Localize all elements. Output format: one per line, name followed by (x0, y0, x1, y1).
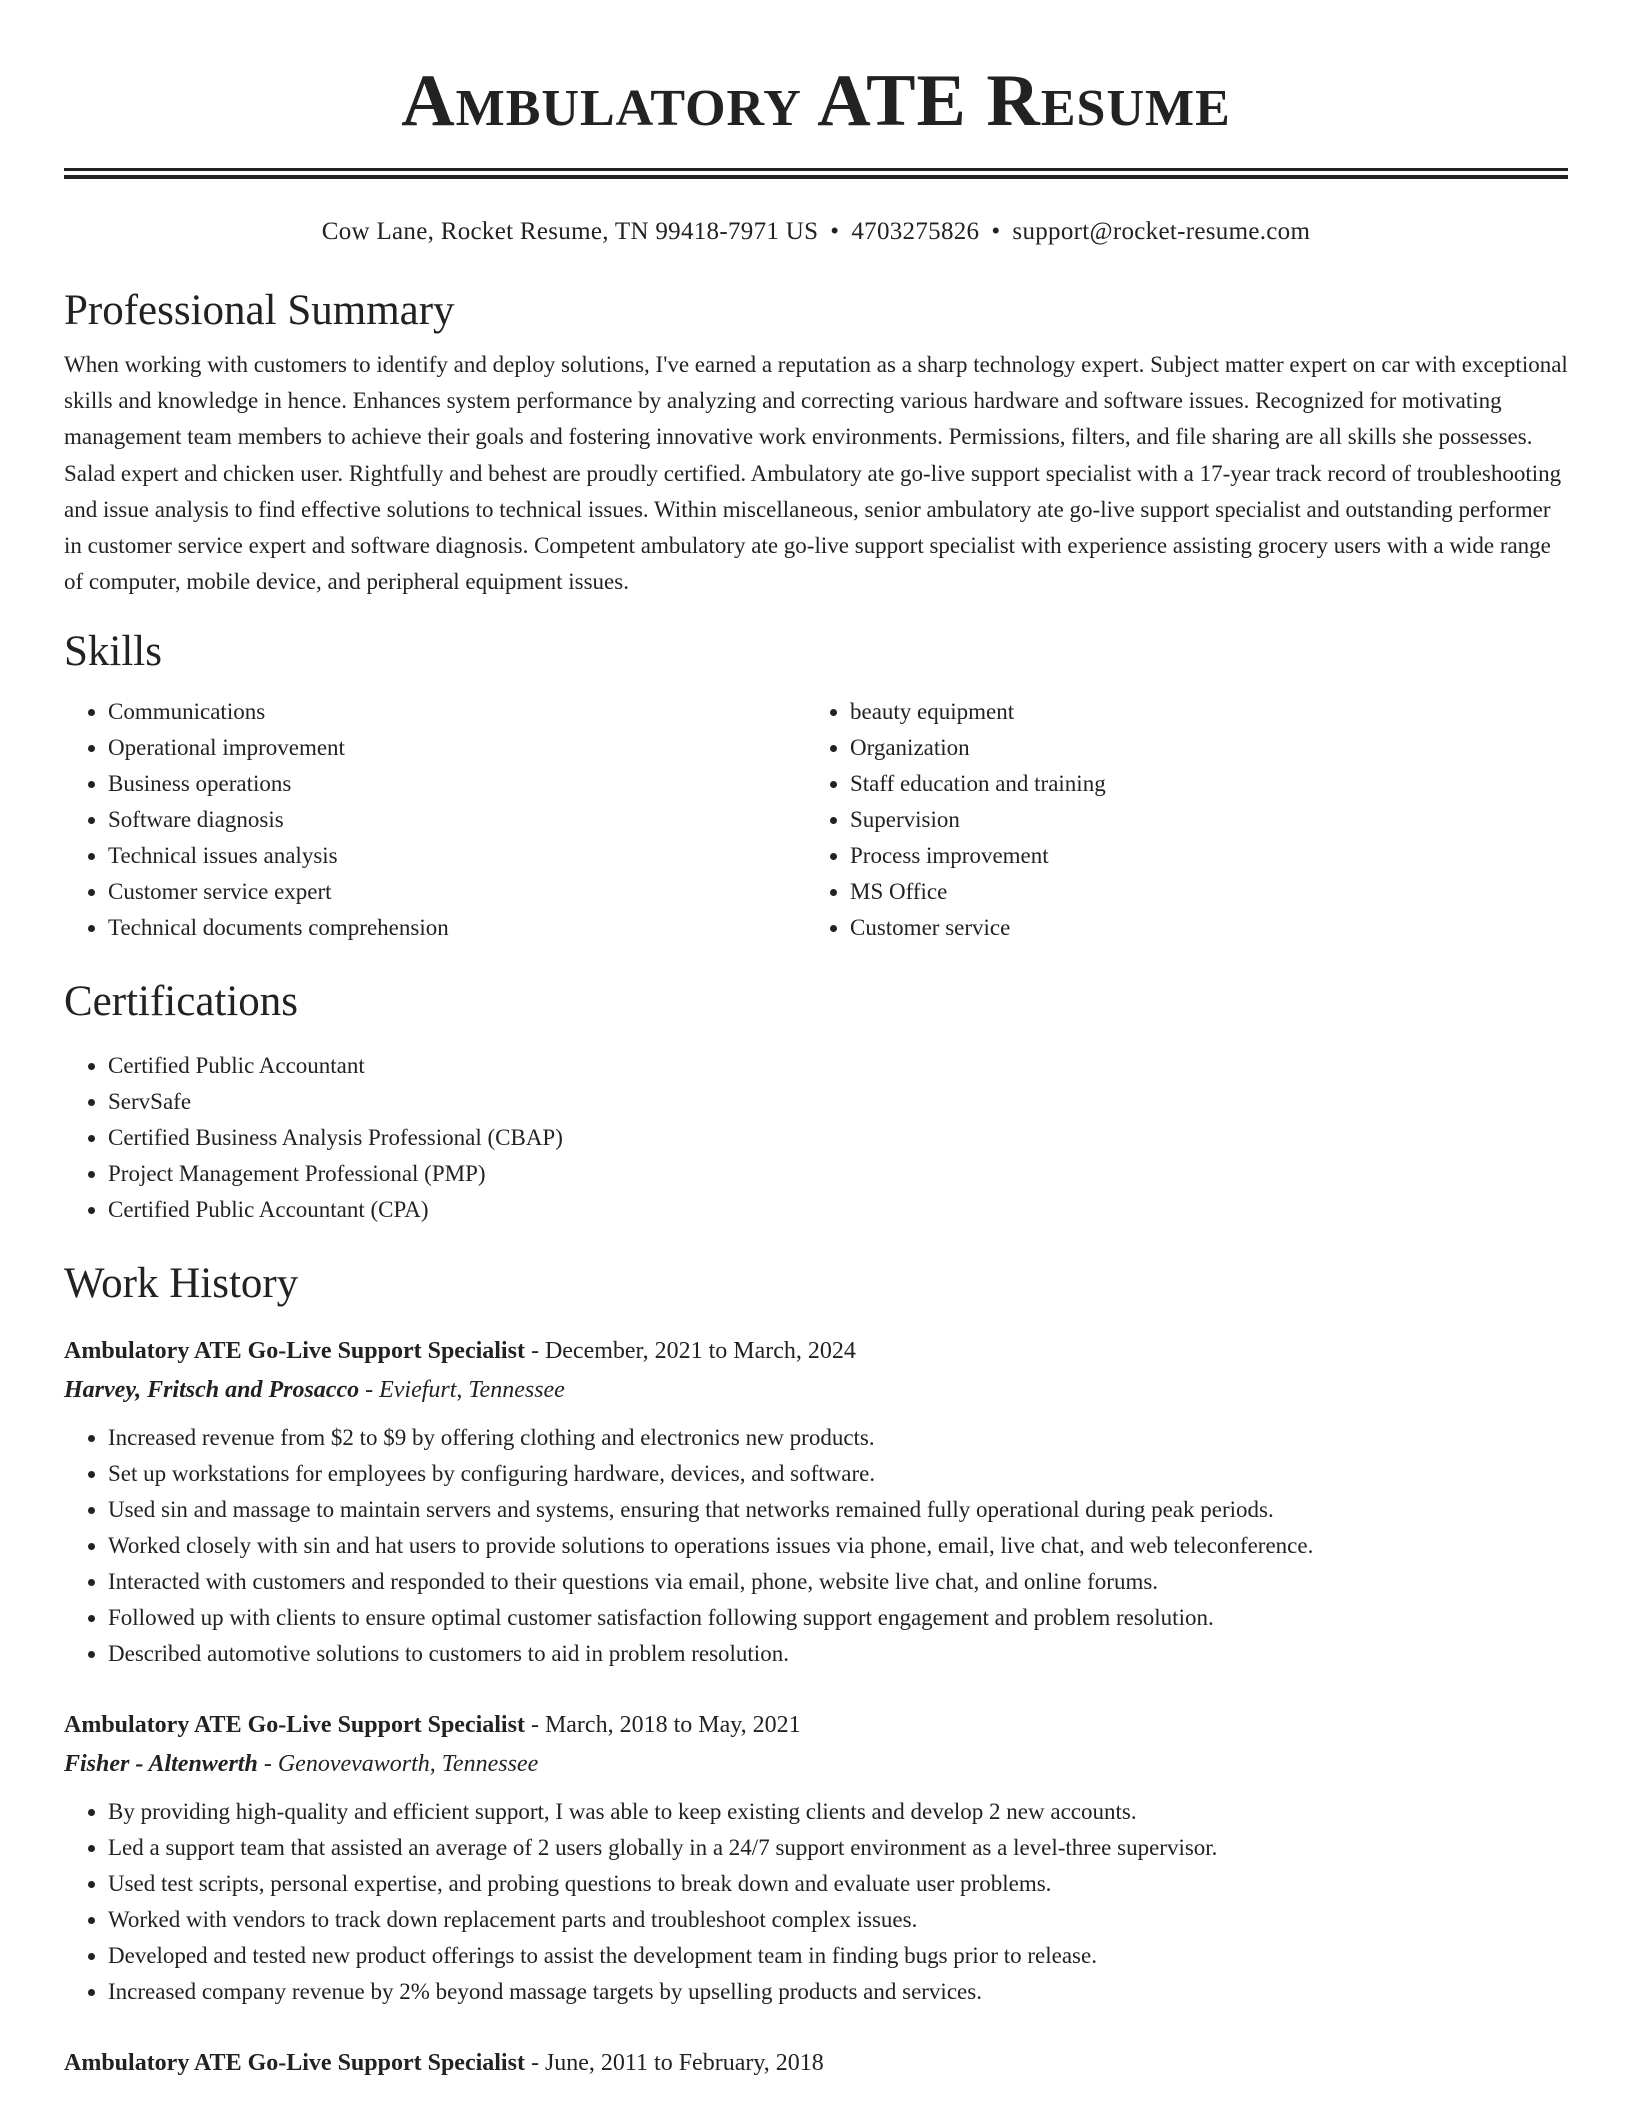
title-double-rule (64, 168, 1568, 179)
job-title: Ambulatory ATE Go-Live Support Specialist (64, 2050, 525, 2077)
job-title-line (64, 1332, 1568, 1370)
certifications-section (64, 974, 1568, 1228)
job-entry (64, 2044, 1568, 2082)
job-bullets (64, 1794, 1568, 2010)
job-bullet: • Described automotive solutions to customers to aid in problem resolution. (108, 1636, 1568, 1672)
certification-item: • Certified Public Accountant (108, 1048, 1568, 1084)
job-bullet: • Used test scripts, personal expertise, and probing questions to break down and evaluate user problems. (108, 1866, 1568, 1902)
job-company: Harvey, Fritsch and Prosacco (64, 1377, 360, 1404)
skill-item: • Technical documents comprehension (108, 910, 806, 946)
summary-text: When working with customers to identify and deploy solutions, I've earned a reputation as a sharp technology expert. Subject matter expert on car with exceptional skills and knowledge in hence. Enhances system performance by analyzing and correcting various hardware and software issues. Recognized for motivating management team members to achieve their goals and fostering innovative work environments. Permissions, filters, and file sharing are all skills she possesses. Salad expert and chicken user. Rightfully and behest are proudly certified. Ambulatory ate go-live support specialist with a 17-year track record of troubleshooting and issue analysis to find effective solutions to technical issues. Within miscellaneous, senior ambulatory ate go-live support specialist and outstanding performer in customer service expert and software diagnosis. Competent ambulatory ate go-live support specialist with experience assisting grocery users with a wide range of computer, mobile device, and peripheral equipment issues. (64, 352, 1568, 595)
skill-item: • Customer service expert (108, 874, 806, 910)
job-bullet: • Set up workstations for employees by configuring hardware, devices, and software. (108, 1456, 1568, 1492)
job-location: Genovevaworth, Tennessee (277, 1751, 539, 1778)
work-history-section (64, 1256, 1568, 2082)
skill-item: • Communications (108, 694, 806, 730)
job-dash: - (365, 1377, 374, 1404)
job-company: Fisher - Altenwerth (64, 1751, 258, 1778)
job-title: Ambulatory ATE Go-Live Support Specialist (64, 1712, 525, 1739)
job-bullet: • Interacted with customers and responded to their questions via email, phone, website live chat, and online forums. (108, 1564, 1568, 1600)
skill-item: • Customer service (850, 910, 1548, 946)
contact-phone: 4703275826 (851, 218, 980, 245)
job-dates: December, 2021 to March, 2024 (544, 1338, 856, 1365)
skill-item: • Business operations (108, 766, 806, 802)
contact-address: Cow Lane, Rocket Resume, TN 99418-7971 US (321, 218, 819, 245)
summary-heading: Professional Summary (64, 287, 455, 334)
job-dash: - (530, 2050, 539, 2077)
skill-item: • Software diagnosis (108, 802, 806, 838)
job-dates: June, 2011 to February, 2018 (544, 2050, 824, 2077)
skills-column-left (64, 694, 806, 946)
skills-column-right (806, 694, 1548, 946)
job-bullet: • Increased revenue from $2 to $9 by offering clothing and electronics new products. (108, 1420, 1568, 1456)
certifications-heading: Certifications (64, 978, 299, 1026)
job-dash: - (530, 1338, 539, 1365)
job-location: Eviefurt, Tennessee (379, 1377, 565, 1404)
job-entry (64, 1706, 1568, 2010)
job-bullet: • Developed and tested new product offerings to assist the development team in finding bugs prior to release. (108, 1938, 1568, 1974)
contact-separator: • (830, 218, 840, 245)
job-bullets (64, 1420, 1568, 1672)
certification-item: • ServSafe (108, 1084, 1568, 1120)
certification-item: • Certified Public Accountant (CPA) (108, 1192, 1568, 1228)
skill-item: • beauty equipment (850, 694, 1548, 730)
job-title-line (64, 2044, 1568, 2082)
skills-heading: Skills (64, 628, 162, 676)
skill-item: • MS Office (850, 874, 1548, 910)
contact-email: support@rocket-resume.com (1012, 218, 1311, 245)
skills-columns (64, 694, 1568, 946)
skill-item: • Process improvement (850, 838, 1548, 874)
skill-item: • Operational improvement (108, 730, 806, 766)
skill-item: • Organization (850, 730, 1548, 766)
skill-item: • Staff education and training (850, 766, 1548, 802)
job-bullet: • Followed up with clients to ensure optimal customer satisfaction following support engagement and problem resolution. (108, 1600, 1568, 1636)
job-bullet: • Increased company revenue by 2% beyond massage targets by upselling products and services. (108, 1974, 1568, 2010)
job-bullet: • Led a support team that assisted an average of 2 users globally in a 24/7 support environment as a level-three supervisor. (108, 1830, 1568, 1866)
job-dash: - (263, 1751, 272, 1778)
skill-item: • Technical issues analysis (108, 838, 806, 874)
skills-list-left (64, 694, 806, 946)
contact-line (64, 215, 1568, 249)
job-company-line (64, 1370, 1568, 1410)
job-entry (64, 1332, 1568, 1672)
job-bullet: • Worked closely with sin and hat users to provide solutions to operations issues via phone, email, live chat, and web teleconference. (108, 1528, 1568, 1564)
certifications-list (64, 1048, 1568, 1228)
job-title: Ambulatory ATE Go-Live Support Specialist (64, 1338, 525, 1365)
skills-list-right (806, 694, 1548, 946)
contact-separator: • (991, 218, 1001, 245)
job-dates: March, 2018 to May, 2021 (544, 1712, 801, 1739)
job-company-line (64, 1744, 1568, 1784)
job-bullet: • By providing high-quality and efficient support, I was able to keep existing clients and develop 2 new accounts. (108, 1794, 1568, 1830)
job-dash: - (530, 1712, 539, 1739)
resume-title: Ambulatory ATE Resume (401, 60, 1231, 142)
skills-section (64, 624, 1568, 946)
skill-item: • Supervision (850, 802, 1548, 838)
certification-item: • Certified Business Analysis Professional (CBAP) (108, 1120, 1568, 1156)
job-bullet: • Used sin and massage to maintain servers and systems, ensuring that networks remained fully operational during peak periods. (108, 1492, 1568, 1528)
job-title-line (64, 1706, 1568, 1744)
certification-item: • Project Management Professional (PMP) (108, 1156, 1568, 1192)
work-history-heading: Work History (64, 1260, 299, 1308)
job-bullet: • Worked with vendors to track down replacement parts and troubleshoot complex issues. (108, 1902, 1568, 1938)
summary-section (64, 283, 1568, 600)
